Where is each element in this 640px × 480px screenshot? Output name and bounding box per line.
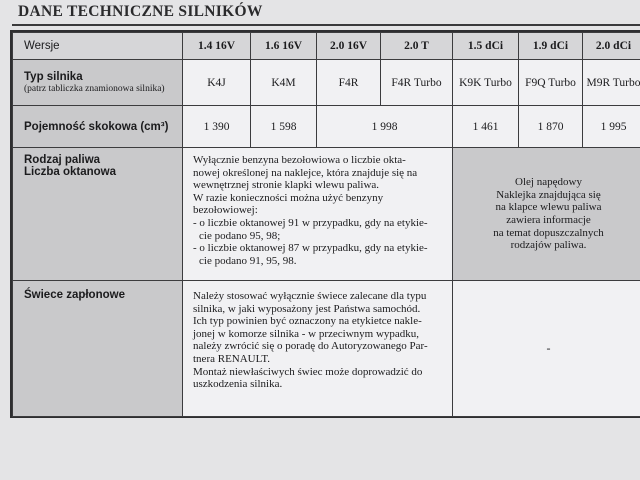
versions-row [13, 33, 640, 60]
fuel-text-line: zawiera informacje [506, 214, 591, 226]
petrol-fuel-description [183, 148, 453, 281]
diesel-spark-value: - [453, 281, 640, 417]
fuel-text-line: - o liczbie oktanowej 87 w przypadku, gdy na etykie- [193, 242, 428, 255]
versions-label: Wersje [13, 33, 183, 60]
displacement-value: 1 995 [583, 106, 640, 148]
spark-text-line: jonej w komorze silnika - w przeciwnym wypadku, [193, 327, 420, 340]
displacement-row [13, 106, 640, 148]
engine-type-row [13, 60, 640, 106]
octane-label: Liczba oktanowa [24, 166, 117, 178]
spark-text-line: silnika, w jaki wyposażony jest Państwa samochód. [193, 302, 421, 315]
displacement-value: 1 998 [317, 106, 453, 148]
spark-plugs-label: Świece zapłonowe [24, 289, 125, 301]
fuel-text-line: wewnętrznej stronie klapki wlewu paliwa. [193, 179, 380, 192]
engine-code: M9R Turbo [583, 60, 640, 106]
engine-type-label-cell [13, 60, 183, 106]
fuel-text-line: cie podano 91, 95, 98. [199, 254, 297, 267]
version-header: 2.0 dCi [583, 33, 640, 60]
spark-text-line: należy zwrócić się o poradę do Autoryzowanego Par- [193, 340, 428, 353]
displacement-label-cell [13, 106, 183, 148]
version-header: 2.0 16V [317, 33, 381, 60]
fuel-type-label: Rodzaj paliwa [24, 154, 101, 166]
engine-code: F4R [317, 60, 381, 106]
version-header: 2.0 T [381, 33, 453, 60]
displacement-value: 1 870 [519, 106, 583, 148]
version-header: 1.9 dCi [519, 33, 583, 60]
fuel-text-line: Wyłącznie benzyna bezołowiowa o liczbie okta- [193, 154, 406, 166]
fuel-text-line: W razie konieczności można użyć benzyny [193, 191, 384, 204]
engine-code: K9K Turbo [453, 60, 519, 106]
fuel-text-line: bezołowiowej: [193, 204, 258, 217]
engine-code: K4J [183, 60, 251, 106]
fuel-text-line: nowej określonej na naklejce, która znajduje się na [193, 166, 418, 179]
engine-code: F9Q Turbo [519, 60, 583, 106]
spark-plugs-description [183, 281, 453, 417]
spark-text-line: Montaż niewłaściwych świec może doprowadzić do [193, 365, 423, 378]
version-header: 1.5 dCi [453, 33, 519, 60]
displacement-value: 1 390 [183, 106, 251, 148]
title-divider [12, 24, 640, 26]
spark-text-line: Ich typ powinien być oznaczony na etykietce nakle- [193, 315, 422, 328]
spark-text-line: tnera RENAULT. [193, 352, 270, 365]
engine-specs-table [10, 30, 640, 418]
spark-plugs-row [13, 281, 640, 417]
fuel-text-line: rodzajów paliwa. [510, 239, 587, 252]
fuel-row [13, 148, 640, 281]
engine-type-sublabel: (patrz tabliczka znamionowa silnika) [24, 84, 165, 94]
spark-label-cell [13, 281, 183, 417]
fuel-text-line: Naklejka znajdująca się [496, 188, 601, 201]
engine-type-label: Typ silnika [24, 71, 83, 83]
fuel-text-line: Olej napędowy [515, 176, 582, 189]
diesel-fuel-description [453, 148, 640, 281]
page-title: DANE TECHNICZNE SILNIKÓW [18, 3, 263, 20]
fuel-text-line: na klapce wlewu paliwa [495, 201, 602, 214]
version-header: 1.6 16V [251, 33, 317, 60]
fuel-label-cell [13, 148, 183, 281]
engine-code: K4M [251, 60, 317, 106]
spark-text-line: uszkodzenia silnika. [193, 378, 283, 391]
fuel-text-line: cie podano 95, 98; [199, 229, 281, 242]
displacement-value: 1 461 [453, 106, 519, 148]
displacement-value: 1 598 [251, 106, 317, 148]
fuel-text-line: na temat dopuszczalnych [493, 226, 604, 239]
spark-text-line: Należy stosować wyłącznie świece zalecane dla typu [193, 290, 427, 302]
displacement-label: Pojemność skokowa (cm³) [24, 120, 169, 133]
version-header: 1.4 16V [183, 33, 251, 60]
engine-code: F4R Turbo [381, 60, 453, 106]
fuel-text-line: - o liczbie oktanowej 91 w przypadku, gdy na etykie- [193, 216, 428, 229]
